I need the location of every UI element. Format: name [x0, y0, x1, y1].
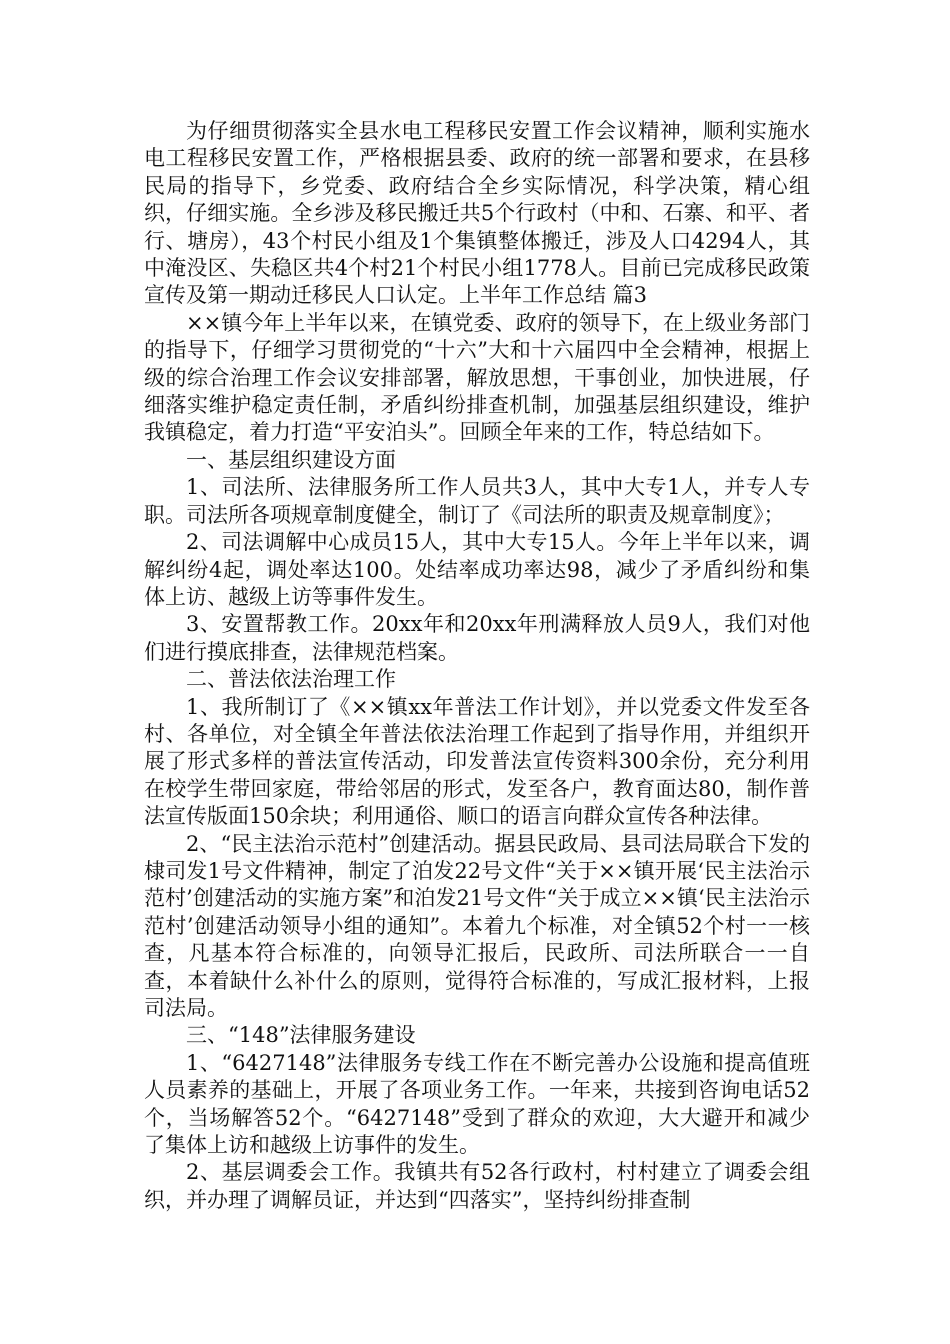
- paragraph-item: 2、司法调解中心成员15人，其中大专15人。今年上半年以来，调解纠纷4起，调处率达100。处结率成功率达98，减少了矛盾纠纷和集体上访、越级上访等事件发生。: [144, 530, 810, 609]
- section-heading-legal-service: 三、“148”法律服务建设: [186, 1023, 416, 1048]
- paragraph-summary-opening: ××镇今年上半年以来，在镇党委、政府的领导下，在上级业务部门的指导下，仔细学习贯彻党的“十六”大和十六届四中全会精神，根据上级的综合治理工作会议安排部署，解放思想，干事创业，加快进展，仔细落实维护稳定责任制，矛盾纠纷排查机制，加强基层组织建设，维护我镇稳定，着力打造“平安泊头”。回顾全年来的工作，特总结如下。: [144, 310, 810, 445]
- paragraph-item: 1、司法所、法律服务所工作人员共3人，其中大专1人，并专人专职。司法所各项规章制度健全，制订了《司法所的职责及规章制度》；: [144, 475, 810, 527]
- section-heading-organization: 一、基层组织建设方面: [186, 447, 396, 472]
- paragraph-item: 3、安置帮教工作。20xx年和20xx年刑满释放人员9人，我们对他们进行摸底排查，法律规范档案。: [144, 612, 810, 664]
- paragraph-item: 1、“6427148”法律服务专线工作在不断完善办公设施和提高值班人员素养的基础上，开展了各项业务工作。一年来，共接到咨询电话52个，当场解答52个。“6427148”受到了群众的欢迎，大大避开和减少了集体上访和越级上访事件的发生。: [144, 1050, 810, 1158]
- paragraph-item: 2、基层调委会工作。我镇共有52各行政村，村村建立了调委会组织，并办理了调解员证，并达到“四落实”，坚持纠纷排查制: [144, 1160, 810, 1212]
- section-heading-legal-education: 二、普法依法治理工作: [186, 667, 396, 692]
- document-body: [144, 118, 810, 1214]
- paragraph-intro: 为仔细贯彻落实全县水电工程移民安置工作会议精神，顺利实施水电工程移民安置工作，严格根据县委、政府的统一部署和要求，在县移民局的指导下，乡党委、政府结合全乡实际情况，科学决策，精心组织，仔细实施。全乡涉及移民搬迁共5个行政村（中和、石寨、和平、者行、塘房），43个村民小组及1个集镇整体搬迁，涉及人口4294人，其中淹没区、失稳区共4个村21个村民小组1778人。目前已完成移民政策宣传及第一期动迁移民人口认定。上半年工作总结 篇3: [144, 119, 810, 308]
- paragraph-item: 2、“民主法治示范村”创建活动。据县民政局、县司法局联合下发的棣司发1号文件精神，制定了泊发22号文件“关于××镇开展‘民主法治示范村’创建活动的实施方案”和泊发21号文件“关于成立××镇‘民主法治示范村’创建活动领导小组的通知”。本着九个标准，对全镇52个村一一核查，凡基本符合标准的，向领导汇报后，民政所、司法所联合一一自查，本着缺什么补什么的原则，觉得符合标准的，写成汇报材料，上报司法局。: [144, 831, 810, 1020]
- paragraph-item: 1、我所制订了《××镇xx年普法工作计划》，并以党委文件发至各村、各单位，对全镇全年普法依法治理工作起到了指导作用，并组织开展了形式多样的普法宣传活动，印发普法宣传资料300余份，充分利用在校学生带回家庭，带给邻居的形式，发至各户，教育面达80，制作普法宣传版面150余块；利用通俗、顺口的语言向群众宣传各种法律。: [144, 694, 810, 829]
